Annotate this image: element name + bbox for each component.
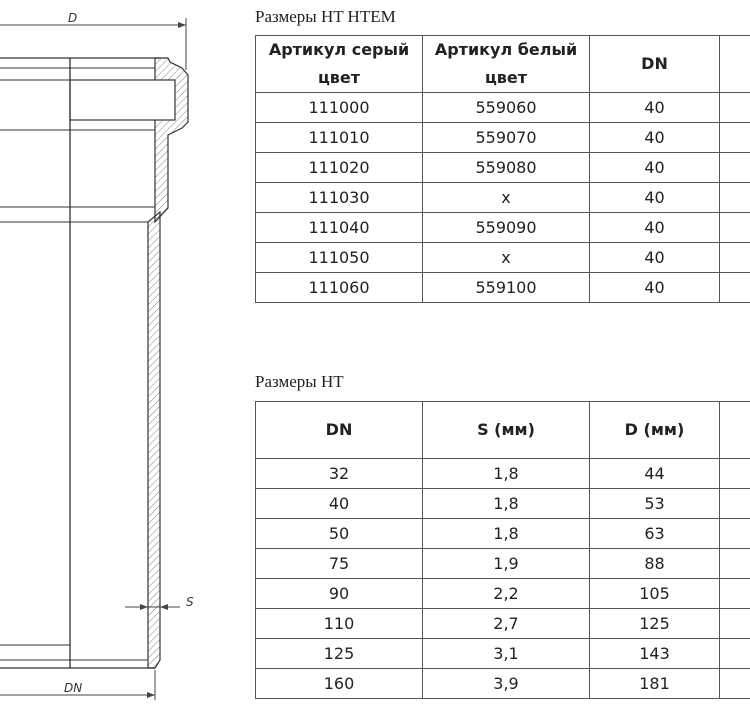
cell-dn: 90 bbox=[256, 579, 423, 609]
cell-d: 53 bbox=[590, 489, 720, 519]
cell-dn: 75 bbox=[256, 549, 423, 579]
cell-s: 1,9 bbox=[423, 549, 590, 579]
cell-empty bbox=[720, 153, 750, 183]
cell-dn: 40 bbox=[590, 183, 720, 213]
cell-article-gray: 111040 bbox=[256, 213, 423, 243]
cell-empty bbox=[720, 123, 750, 153]
cell-empty bbox=[720, 93, 750, 123]
cell-dn: 40 bbox=[590, 213, 720, 243]
cell-article-gray: 111020 bbox=[256, 153, 423, 183]
cell-empty bbox=[720, 609, 750, 639]
table-htem bbox=[255, 35, 750, 303]
table-row bbox=[256, 243, 750, 273]
cell-empty bbox=[720, 243, 750, 273]
cell-s: 3,1 bbox=[423, 639, 590, 669]
cell-d: 88 bbox=[590, 549, 720, 579]
cell-d: 63 bbox=[590, 519, 720, 549]
table-row bbox=[256, 183, 750, 213]
dimension-s-arrow-right bbox=[160, 604, 168, 610]
cell-empty bbox=[720, 273, 750, 303]
header-dn: DN bbox=[256, 402, 423, 459]
dimension-s-arrow-left bbox=[140, 604, 148, 610]
header-d: D (мм) bbox=[590, 402, 720, 459]
cell-article-gray: 111000 bbox=[256, 93, 423, 123]
table-ht-header-row bbox=[256, 402, 750, 459]
dimension-dn-label: DN bbox=[64, 681, 83, 695]
cell-empty bbox=[720, 669, 750, 699]
cell-dn: 40 bbox=[256, 489, 423, 519]
cell-s: 2,7 bbox=[423, 609, 590, 639]
header-article-gray: Артикул серый цвет bbox=[256, 36, 423, 93]
cell-d: 105 bbox=[590, 579, 720, 609]
table-htem-header-row bbox=[256, 36, 750, 93]
header-extra bbox=[720, 36, 750, 93]
dimension-d-arrow bbox=[178, 22, 186, 28]
pipe-wall-hatch bbox=[148, 212, 160, 668]
table-row bbox=[256, 579, 750, 609]
cell-article-white: 559060 bbox=[423, 93, 590, 123]
cell-empty bbox=[720, 519, 750, 549]
cell-empty bbox=[720, 459, 750, 489]
cell-empty bbox=[720, 639, 750, 669]
table-ht-caption: Размеры HT bbox=[255, 372, 344, 391]
table-row bbox=[256, 669, 750, 699]
cell-article-gray: 111010 bbox=[256, 123, 423, 153]
table-htem-caption: Размеры HT HTEM bbox=[255, 7, 396, 26]
table-row bbox=[256, 273, 750, 303]
cell-empty bbox=[720, 579, 750, 609]
cell-s: 1,8 bbox=[423, 489, 590, 519]
cell-dn: 50 bbox=[256, 519, 423, 549]
cell-d: 143 bbox=[590, 639, 720, 669]
cell-s: 3,9 bbox=[423, 669, 590, 699]
dimension-dn-arrow bbox=[147, 692, 155, 698]
cell-article-white: 559100 bbox=[423, 273, 590, 303]
cell-article-white: x bbox=[423, 243, 590, 273]
pipe-drawing bbox=[0, 0, 250, 713]
cell-empty bbox=[720, 489, 750, 519]
cell-empty bbox=[720, 549, 750, 579]
table-row bbox=[256, 489, 750, 519]
cell-article-gray: 111050 bbox=[256, 243, 423, 273]
cell-d: 125 bbox=[590, 609, 720, 639]
table-row bbox=[256, 609, 750, 639]
header-dn: DN bbox=[590, 36, 720, 93]
dimension-d-label: D bbox=[68, 11, 78, 25]
cell-dn: 32 bbox=[256, 459, 423, 489]
cell-dn: 40 bbox=[590, 93, 720, 123]
table-row bbox=[256, 549, 750, 579]
cell-dn: 40 bbox=[590, 123, 720, 153]
cell-dn: 110 bbox=[256, 609, 423, 639]
cell-dn: 125 bbox=[256, 639, 423, 669]
cell-article-white: 559070 bbox=[423, 123, 590, 153]
cell-empty bbox=[720, 213, 750, 243]
table-row bbox=[256, 639, 750, 669]
cell-d: 44 bbox=[590, 459, 720, 489]
table-row bbox=[256, 519, 750, 549]
cell-article-white: 559090 bbox=[423, 213, 590, 243]
table-row bbox=[256, 93, 750, 123]
cell-dn: 40 bbox=[590, 153, 720, 183]
table-row bbox=[256, 123, 750, 153]
header-s: S (мм) bbox=[423, 402, 590, 459]
cell-d: 181 bbox=[590, 669, 720, 699]
dimension-s-label: S bbox=[186, 595, 194, 609]
table-row bbox=[256, 459, 750, 489]
cell-s: 1,8 bbox=[423, 519, 590, 549]
table-row bbox=[256, 213, 750, 243]
seal-ring bbox=[70, 80, 175, 120]
cell-dn: 160 bbox=[256, 669, 423, 699]
header-extra bbox=[720, 402, 750, 459]
table-row bbox=[256, 153, 750, 183]
table-ht bbox=[255, 401, 750, 699]
cell-article-gray: 111030 bbox=[256, 183, 423, 213]
header-article-white: Артикул белый цвет bbox=[423, 36, 590, 93]
cell-article-white: x bbox=[423, 183, 590, 213]
cell-article-white: 559080 bbox=[423, 153, 590, 183]
cell-empty bbox=[720, 183, 750, 213]
cell-article-gray: 111060 bbox=[256, 273, 423, 303]
cell-s: 2,2 bbox=[423, 579, 590, 609]
cell-dn: 40 bbox=[590, 243, 720, 273]
cell-s: 1,8 bbox=[423, 459, 590, 489]
cell-dn: 40 bbox=[590, 273, 720, 303]
